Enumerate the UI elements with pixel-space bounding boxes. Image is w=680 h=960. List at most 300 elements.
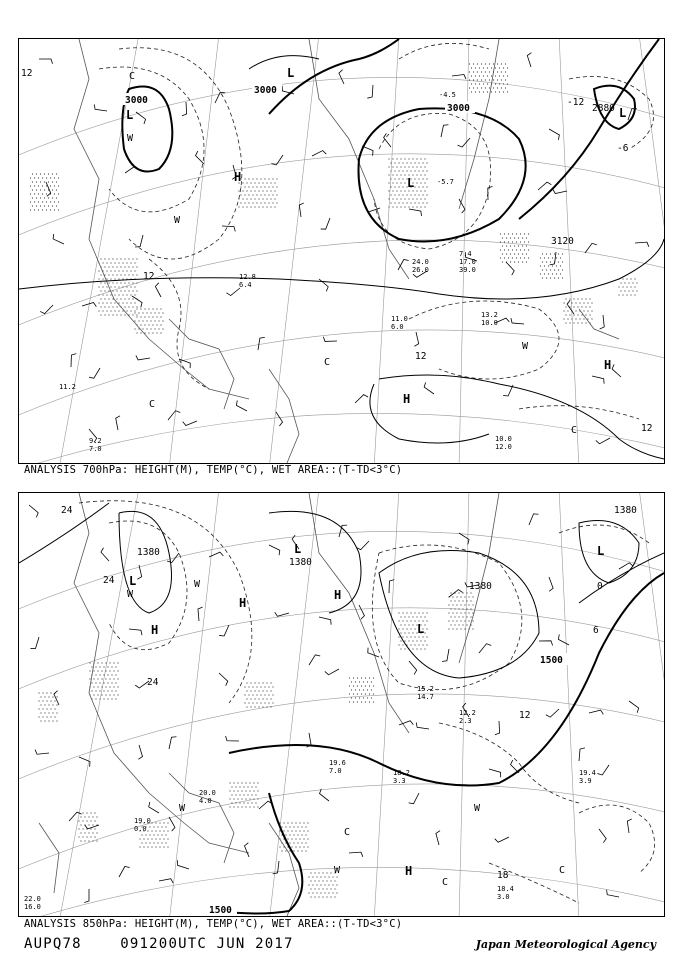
wet-dot xyxy=(491,75,492,76)
wet-dot xyxy=(295,822,296,823)
wet-dot xyxy=(256,178,257,179)
wet-dot xyxy=(82,812,83,813)
wet-dot xyxy=(418,202,419,203)
wet-dot xyxy=(305,842,306,843)
wet-dot xyxy=(410,202,411,203)
wet-dot xyxy=(422,178,423,179)
wet-dot xyxy=(518,261,519,262)
wet-dot xyxy=(124,282,125,283)
wet-dot xyxy=(562,277,563,278)
wet-dot xyxy=(91,690,92,691)
wet-dot xyxy=(630,286,631,287)
wet-dot xyxy=(255,802,256,803)
wet-dot xyxy=(120,258,121,259)
wet-dot xyxy=(365,685,366,686)
wet-dot xyxy=(229,806,230,807)
wet-dot xyxy=(247,786,248,787)
wet-dot xyxy=(108,282,109,283)
wet-dot xyxy=(388,174,389,175)
wet-dot xyxy=(44,696,45,697)
wet-dot xyxy=(42,700,43,701)
wet-dot xyxy=(105,670,106,671)
wet-dot xyxy=(314,880,315,881)
wet-dot xyxy=(272,178,273,179)
wet-dot xyxy=(283,846,284,847)
wet-dot xyxy=(264,686,265,687)
wet-dot xyxy=(320,884,321,885)
wet-dot xyxy=(108,298,109,299)
wet-dot xyxy=(371,697,372,698)
wet-dot xyxy=(167,822,168,823)
wet-dot xyxy=(406,202,407,203)
wet-dot xyxy=(250,206,251,207)
wet-dot xyxy=(270,182,271,183)
wet-dot xyxy=(410,636,411,637)
wind-barb xyxy=(424,382,434,394)
wet-dot xyxy=(120,290,121,291)
wet-dot xyxy=(155,822,156,823)
wet-dot xyxy=(82,828,83,829)
wet-dot xyxy=(159,822,160,823)
wet-dot xyxy=(349,701,350,702)
wet-dot xyxy=(268,694,269,695)
wet-dot xyxy=(117,686,118,687)
wet-dot xyxy=(94,836,95,837)
wet-dot xyxy=(99,698,100,699)
wet-dot xyxy=(426,628,427,629)
wet-dot xyxy=(116,266,117,267)
wet-dot xyxy=(456,620,457,621)
wet-dot xyxy=(130,310,131,311)
wet-dot xyxy=(48,181,49,182)
wet-dot xyxy=(299,838,300,839)
wet-dot xyxy=(295,846,296,847)
wind-barb xyxy=(596,438,610,444)
wet-dot xyxy=(396,158,397,159)
wet-dot xyxy=(82,836,83,837)
station-value: 12.8 xyxy=(239,273,256,281)
wet-dot xyxy=(136,290,137,291)
wet-dot xyxy=(95,666,96,667)
wet-dot xyxy=(412,648,413,649)
wet-dot xyxy=(540,273,541,274)
wet-dot xyxy=(244,186,245,187)
station-values xyxy=(24,685,596,911)
wind-barb xyxy=(138,745,142,759)
wet-dot xyxy=(104,258,105,259)
wet-dot xyxy=(233,806,234,807)
wet-dot xyxy=(249,782,250,783)
wet-dot xyxy=(130,270,131,271)
wet-dot xyxy=(460,604,461,605)
wet-dot xyxy=(581,306,582,307)
station-value: 6.0 xyxy=(391,323,404,331)
wet-dot xyxy=(106,286,107,287)
wet-dot xyxy=(404,206,405,207)
wet-dot xyxy=(246,690,247,691)
wet-dot xyxy=(414,194,415,195)
wet-dot xyxy=(324,892,325,893)
wet-dot xyxy=(424,158,425,159)
wet-dot xyxy=(118,286,119,287)
wet-dot xyxy=(293,834,294,835)
wet-dot xyxy=(100,306,101,307)
wet-dot xyxy=(270,198,271,199)
wet-dot xyxy=(148,324,149,325)
wet-dot xyxy=(56,181,57,182)
wet-dot xyxy=(404,624,405,625)
wet-dot xyxy=(108,306,109,307)
wet-dot xyxy=(522,237,523,238)
wet-dot xyxy=(508,249,509,250)
wet-dot xyxy=(420,190,421,191)
wet-dot xyxy=(266,198,267,199)
wind-barb xyxy=(222,226,235,231)
wet-dot xyxy=(485,63,486,64)
wet-dot xyxy=(124,266,125,267)
wet-dot xyxy=(262,690,263,691)
wet-dot xyxy=(92,840,93,841)
wet-dot xyxy=(80,824,81,825)
wet-dot xyxy=(251,802,252,803)
wet-dot xyxy=(40,720,41,721)
wet-dot xyxy=(477,63,478,64)
wet-dot xyxy=(408,198,409,199)
wet-dot xyxy=(369,685,370,686)
wet-dot xyxy=(128,314,129,315)
wet-dot xyxy=(518,237,519,238)
wet-dot xyxy=(109,670,110,671)
wet-dot xyxy=(414,612,415,613)
wet-dot xyxy=(472,620,473,621)
wind-barb xyxy=(511,318,524,324)
wet-dot xyxy=(504,257,505,258)
wet-dot xyxy=(108,314,109,315)
wind-barb xyxy=(259,801,272,809)
wet-dot xyxy=(522,261,523,262)
wet-dot xyxy=(579,302,580,303)
station-value: 4.0 xyxy=(199,797,212,805)
wet-dot xyxy=(402,202,403,203)
wet-dot xyxy=(84,840,85,841)
wet-dot xyxy=(279,838,280,839)
wet-dot xyxy=(293,842,294,843)
wet-dot xyxy=(544,265,545,266)
contour-label: 3000 xyxy=(447,103,470,114)
wet-dot xyxy=(114,262,115,263)
wet-dot xyxy=(248,194,249,195)
wet-dot xyxy=(98,294,99,295)
wind-barb xyxy=(149,802,159,813)
wet-dot xyxy=(270,698,271,699)
wet-dot xyxy=(48,720,49,721)
wet-dot xyxy=(90,836,91,837)
wet-dot xyxy=(318,888,319,889)
wet-dot xyxy=(103,698,104,699)
wet-dot xyxy=(257,790,258,791)
wet-dot xyxy=(120,298,121,299)
wet-dot xyxy=(88,840,89,841)
station-value: 7.0 xyxy=(89,445,102,453)
wet-dot xyxy=(469,63,470,64)
wet-dot xyxy=(104,306,105,307)
wet-dot xyxy=(252,686,253,687)
wet-dot xyxy=(394,186,395,187)
map-700hpa xyxy=(18,38,665,464)
wet-dot xyxy=(470,592,471,593)
wet-dot xyxy=(398,628,399,629)
wet-dot xyxy=(113,662,114,663)
wet-dot xyxy=(289,834,290,835)
wet-dot xyxy=(113,678,114,679)
wet-dot xyxy=(426,194,427,195)
wet-dot xyxy=(97,694,98,695)
wet-dot xyxy=(120,306,121,307)
wet-dot xyxy=(454,608,455,609)
wet-dot xyxy=(499,67,500,68)
wind-barb xyxy=(129,629,142,635)
wet-dot xyxy=(365,693,366,694)
wet-dot xyxy=(276,186,277,187)
wet-dot xyxy=(556,257,557,258)
wind-barb xyxy=(271,155,283,165)
wet-dot xyxy=(332,876,333,877)
station-value: 7.0 xyxy=(329,767,342,775)
wet-dot xyxy=(86,820,87,821)
isotherms xyxy=(79,501,655,903)
wet-dot xyxy=(106,270,107,271)
wet-dot xyxy=(260,686,261,687)
wet-dot xyxy=(109,678,110,679)
wet-dot xyxy=(246,698,247,699)
wet-dot xyxy=(495,91,496,92)
wet-dot xyxy=(466,592,467,593)
wet-dot xyxy=(500,249,501,250)
wet-dot xyxy=(581,322,582,323)
wet-dot xyxy=(522,245,523,246)
wind-barb xyxy=(409,793,419,804)
station-value: 13.2 xyxy=(481,311,498,319)
station-value: 6.4 xyxy=(239,281,252,289)
wet-dot xyxy=(569,298,570,299)
wet-dot xyxy=(424,174,425,175)
wet-dot xyxy=(506,253,507,254)
wet-dot xyxy=(468,620,469,621)
wet-dot xyxy=(252,186,253,187)
wet-dot xyxy=(97,678,98,679)
wet-dot xyxy=(495,75,496,76)
wet-dot xyxy=(452,620,453,621)
wet-dot xyxy=(291,822,292,823)
wet-dot xyxy=(152,316,153,317)
wet-dot xyxy=(120,266,121,267)
wet-dot xyxy=(563,318,564,319)
wet-dot xyxy=(145,834,146,835)
wet-dot xyxy=(38,209,39,210)
wet-dot xyxy=(110,310,111,311)
wet-dot xyxy=(632,290,633,291)
wet-dot xyxy=(318,872,319,873)
wet-dot xyxy=(388,206,389,207)
wet-dot xyxy=(116,290,117,291)
wet-dot xyxy=(154,312,155,313)
wet-dot xyxy=(260,694,261,695)
wet-dot xyxy=(634,286,635,287)
wet-dot xyxy=(283,830,284,831)
wet-dot xyxy=(139,846,140,847)
map-700hpa-canvas xyxy=(19,39,664,463)
wet-dot xyxy=(122,286,123,287)
wet-dot xyxy=(573,306,574,307)
wet-dot xyxy=(163,822,164,823)
wet-dot xyxy=(99,666,100,667)
wet-dot xyxy=(422,612,423,613)
wet-dot xyxy=(448,604,449,605)
wet-dot xyxy=(96,840,97,841)
wet-dot xyxy=(328,884,329,885)
wet-dot xyxy=(416,648,417,649)
wet-dot xyxy=(50,692,51,693)
wet-dot xyxy=(591,318,592,319)
wet-dot xyxy=(357,701,358,702)
wet-dot xyxy=(52,712,53,713)
wet-dot xyxy=(38,177,39,178)
wet-dot xyxy=(93,670,94,671)
wet-dot xyxy=(497,63,498,64)
wet-dot xyxy=(258,698,259,699)
wet-dot xyxy=(50,708,51,709)
wet-dot xyxy=(110,302,111,303)
map-850hpa xyxy=(18,492,665,917)
wet-dot xyxy=(92,824,93,825)
wet-dot xyxy=(408,166,409,167)
wet-dot xyxy=(505,63,506,64)
wet-dot xyxy=(126,294,127,295)
wind-barb xyxy=(629,701,639,713)
wet-dot xyxy=(112,266,113,267)
wet-dot xyxy=(40,189,41,190)
wet-dot xyxy=(120,274,121,275)
wet-dot xyxy=(524,257,525,258)
wet-dot xyxy=(402,186,403,187)
wet-dot xyxy=(353,685,354,686)
wet-dot xyxy=(412,640,413,641)
wet-dot xyxy=(371,681,372,682)
wet-dot xyxy=(112,282,113,283)
wet-dot xyxy=(93,694,94,695)
wet-dot xyxy=(250,190,251,191)
wet-dot xyxy=(46,193,47,194)
wet-dot xyxy=(514,253,515,254)
wet-dot xyxy=(106,302,107,303)
wet-dot xyxy=(106,262,107,263)
wind-barb xyxy=(489,769,501,777)
wet-dot xyxy=(281,850,282,851)
wet-dot xyxy=(101,686,102,687)
wet-dot xyxy=(307,846,308,847)
wet-dot xyxy=(583,310,584,311)
wet-dot xyxy=(56,696,57,697)
wet-dot xyxy=(420,198,421,199)
station-value: 17.0 xyxy=(459,258,476,266)
wet-dot xyxy=(148,316,149,317)
wet-dot xyxy=(475,83,476,84)
low-center: L xyxy=(129,574,137,588)
station-value: 39.0 xyxy=(459,266,476,274)
wet-dot xyxy=(470,600,471,601)
wet-dot xyxy=(42,708,43,709)
wet-dot xyxy=(124,290,125,291)
wet-dot xyxy=(111,682,112,683)
wet-dot xyxy=(468,604,469,605)
wet-dot xyxy=(408,206,409,207)
wet-dot xyxy=(351,681,352,682)
wet-dot xyxy=(54,716,55,717)
wet-dot xyxy=(88,824,89,825)
wet-dot xyxy=(97,662,98,663)
wet-dot xyxy=(326,872,327,873)
wet-dot xyxy=(167,838,168,839)
wet-dot xyxy=(250,698,251,699)
wind-barb xyxy=(94,104,107,111)
wet-dot xyxy=(297,826,298,827)
wet-dot xyxy=(54,708,55,709)
wind-barb xyxy=(69,812,82,821)
wet-dot xyxy=(244,194,245,195)
wet-dot xyxy=(256,202,257,203)
wet-dot xyxy=(56,197,57,198)
wet-dot xyxy=(303,822,304,823)
wet-dot xyxy=(369,701,370,702)
wet-dot xyxy=(147,838,148,839)
wet-dot xyxy=(585,298,586,299)
wet-dot xyxy=(124,258,125,259)
wet-dot xyxy=(620,282,621,283)
wet-dot xyxy=(388,190,389,191)
wet-dot xyxy=(626,294,627,295)
wet-dot xyxy=(326,888,327,889)
wet-dot xyxy=(371,689,372,690)
wet-dot xyxy=(404,166,405,167)
wet-dot xyxy=(105,686,106,687)
wet-dot xyxy=(416,158,417,159)
station-value: 15.2 xyxy=(417,685,434,693)
wet-dot xyxy=(100,282,101,283)
wet-dot xyxy=(516,249,517,250)
wet-dot xyxy=(262,682,263,683)
wet-dot xyxy=(418,178,419,179)
wet-dot xyxy=(499,83,500,84)
wet-dot xyxy=(400,174,401,175)
station-value: 20.0 xyxy=(199,789,216,797)
wet-dot xyxy=(416,190,417,191)
wet-dot xyxy=(283,822,284,823)
wet-dot xyxy=(244,202,245,203)
cold-center: C xyxy=(442,877,449,888)
wet-dot xyxy=(558,261,559,262)
wet-dot xyxy=(116,298,117,299)
wet-dot xyxy=(258,706,259,707)
wet-dot xyxy=(388,166,389,167)
wet-dot xyxy=(424,198,425,199)
wet-dot xyxy=(128,258,129,259)
wet-dot xyxy=(247,802,248,803)
wet-dot xyxy=(305,850,306,851)
wet-dot xyxy=(426,162,427,163)
wet-dot xyxy=(272,686,273,687)
wind-barb xyxy=(479,644,491,653)
wet-dot xyxy=(464,628,465,629)
